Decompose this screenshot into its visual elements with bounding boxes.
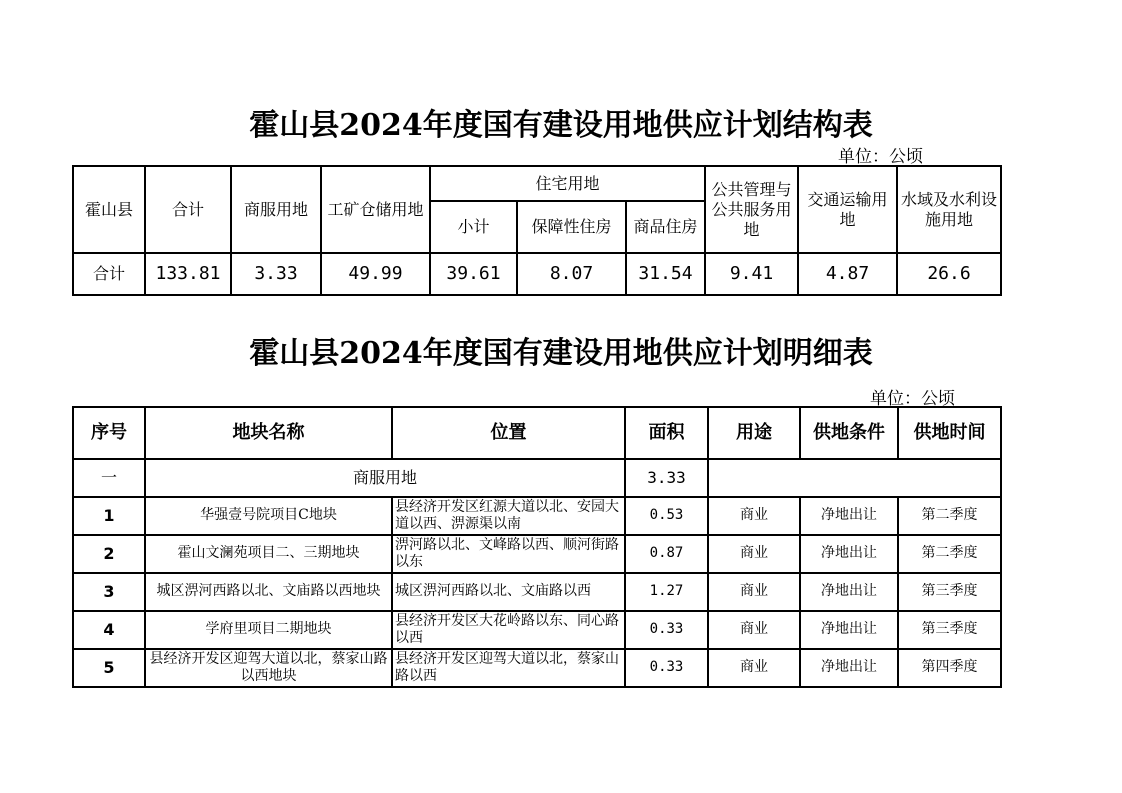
row-name: 华强壹号院项目C地块 [145, 497, 392, 535]
row-location: 县经济开发区大花岭路以东、同心路以西 [392, 611, 625, 649]
table-row [73, 611, 1001, 649]
header-transport: 交通运输用地 [798, 166, 897, 253]
header-res-commercial: 商品住房 [626, 201, 705, 253]
header-use: 用途 [708, 407, 800, 459]
row-seq: 3 [73, 573, 145, 611]
row-time: 第三季度 [898, 573, 1001, 611]
row-use: 商业 [708, 535, 800, 573]
detail-unit: 单位：公顷 [870, 389, 955, 409]
row-condition: 净地出让 [800, 611, 898, 649]
row-time: 第二季度 [898, 535, 1001, 573]
row-area: 0.33 [625, 611, 708, 649]
header-res-affordable: 保障性住房 [517, 201, 626, 253]
detail-title: 霍山县2024年度国有建设用地供应计划明细表 [249, 336, 873, 371]
row-area: 0.53 [625, 497, 708, 535]
section-empty [708, 459, 1001, 497]
row-seq: 2 [73, 535, 145, 573]
header-county: 霍山县 [73, 166, 145, 253]
header-commercial: 商服用地 [231, 166, 321, 253]
value-industrial: 49.99 [321, 253, 430, 295]
section-area: 3.33 [625, 459, 708, 497]
header-industrial: 工矿仓储用地 [321, 166, 430, 253]
detail-table [72, 406, 1002, 688]
row-condition: 净地出让 [800, 573, 898, 611]
table-row [73, 535, 1001, 573]
value-res-commercial: 31.54 [626, 253, 705, 295]
section-seq: 一 [73, 459, 145, 497]
row-name: 县经济开发区迎驾大道以北，蔡家山路以西地块 [145, 649, 392, 687]
value-water: 26.6 [897, 253, 1001, 295]
row-time: 第四季度 [898, 649, 1001, 687]
row-location: 城区淠河西路以北、文庙路以西 [392, 573, 625, 611]
structure-table [72, 165, 1002, 296]
row-location: 县经济开发区红源大道以北、安园大道以西、淠源渠以南 [392, 497, 625, 535]
row-use: 商业 [708, 649, 800, 687]
structure-unit: 单位：公顷 [838, 147, 923, 167]
value-res-affordable: 8.07 [517, 253, 626, 295]
value-commercial: 3.33 [231, 253, 321, 295]
row-time: 第二季度 [898, 497, 1001, 535]
row-name: 霍山文澜苑项目二、三期地块 [145, 535, 392, 573]
row-name: 学府里项目二期地块 [145, 611, 392, 649]
structure-title: 霍山县2024年度国有建设用地供应计划结构表 [249, 108, 873, 143]
table-row [73, 649, 1001, 687]
row-condition: 净地出让 [800, 497, 898, 535]
row-area: 0.33 [625, 649, 708, 687]
row-use: 商业 [708, 497, 800, 535]
row-name: 城区淠河西路以北、文庙路以西地块 [145, 573, 392, 611]
row-area: 0.87 [625, 535, 708, 573]
header-residential: 住宅用地 [430, 166, 705, 201]
row-seq: 5 [73, 649, 145, 687]
value-public: 9.41 [705, 253, 798, 295]
header-location: 位置 [392, 407, 625, 459]
row-location: 县经济开发区迎驾大道以北，蔡家山路以西 [392, 649, 625, 687]
table-row [73, 497, 1001, 535]
row-time: 第三季度 [898, 611, 1001, 649]
header-time: 供地时间 [898, 407, 1001, 459]
row-area: 1.27 [625, 573, 708, 611]
section-name: 商服用地 [145, 459, 625, 497]
row-seq: 1 [73, 497, 145, 535]
header-condition: 供地条件 [800, 407, 898, 459]
row-use: 商业 [708, 611, 800, 649]
header-seq: 序号 [73, 407, 145, 459]
header-area: 面积 [625, 407, 708, 459]
header-name: 地块名称 [145, 407, 392, 459]
value-res-subtotal: 39.61 [430, 253, 517, 295]
value-total: 133.81 [145, 253, 231, 295]
table-row [73, 573, 1001, 611]
header-res-subtotal: 小计 [430, 201, 517, 253]
header-water: 水域及水利设施用地 [897, 166, 1001, 253]
row-condition: 净地出让 [800, 649, 898, 687]
value-transport: 4.87 [798, 253, 897, 295]
row-label: 合计 [73, 253, 145, 295]
row-seq: 4 [73, 611, 145, 649]
header-public: 公共管理与公共服务用地 [705, 166, 798, 253]
row-use: 商业 [708, 573, 800, 611]
row-location: 淠河路以北、文峰路以西、顺河街路以东 [392, 535, 625, 573]
row-condition: 净地出让 [800, 535, 898, 573]
header-total: 合计 [145, 166, 231, 253]
